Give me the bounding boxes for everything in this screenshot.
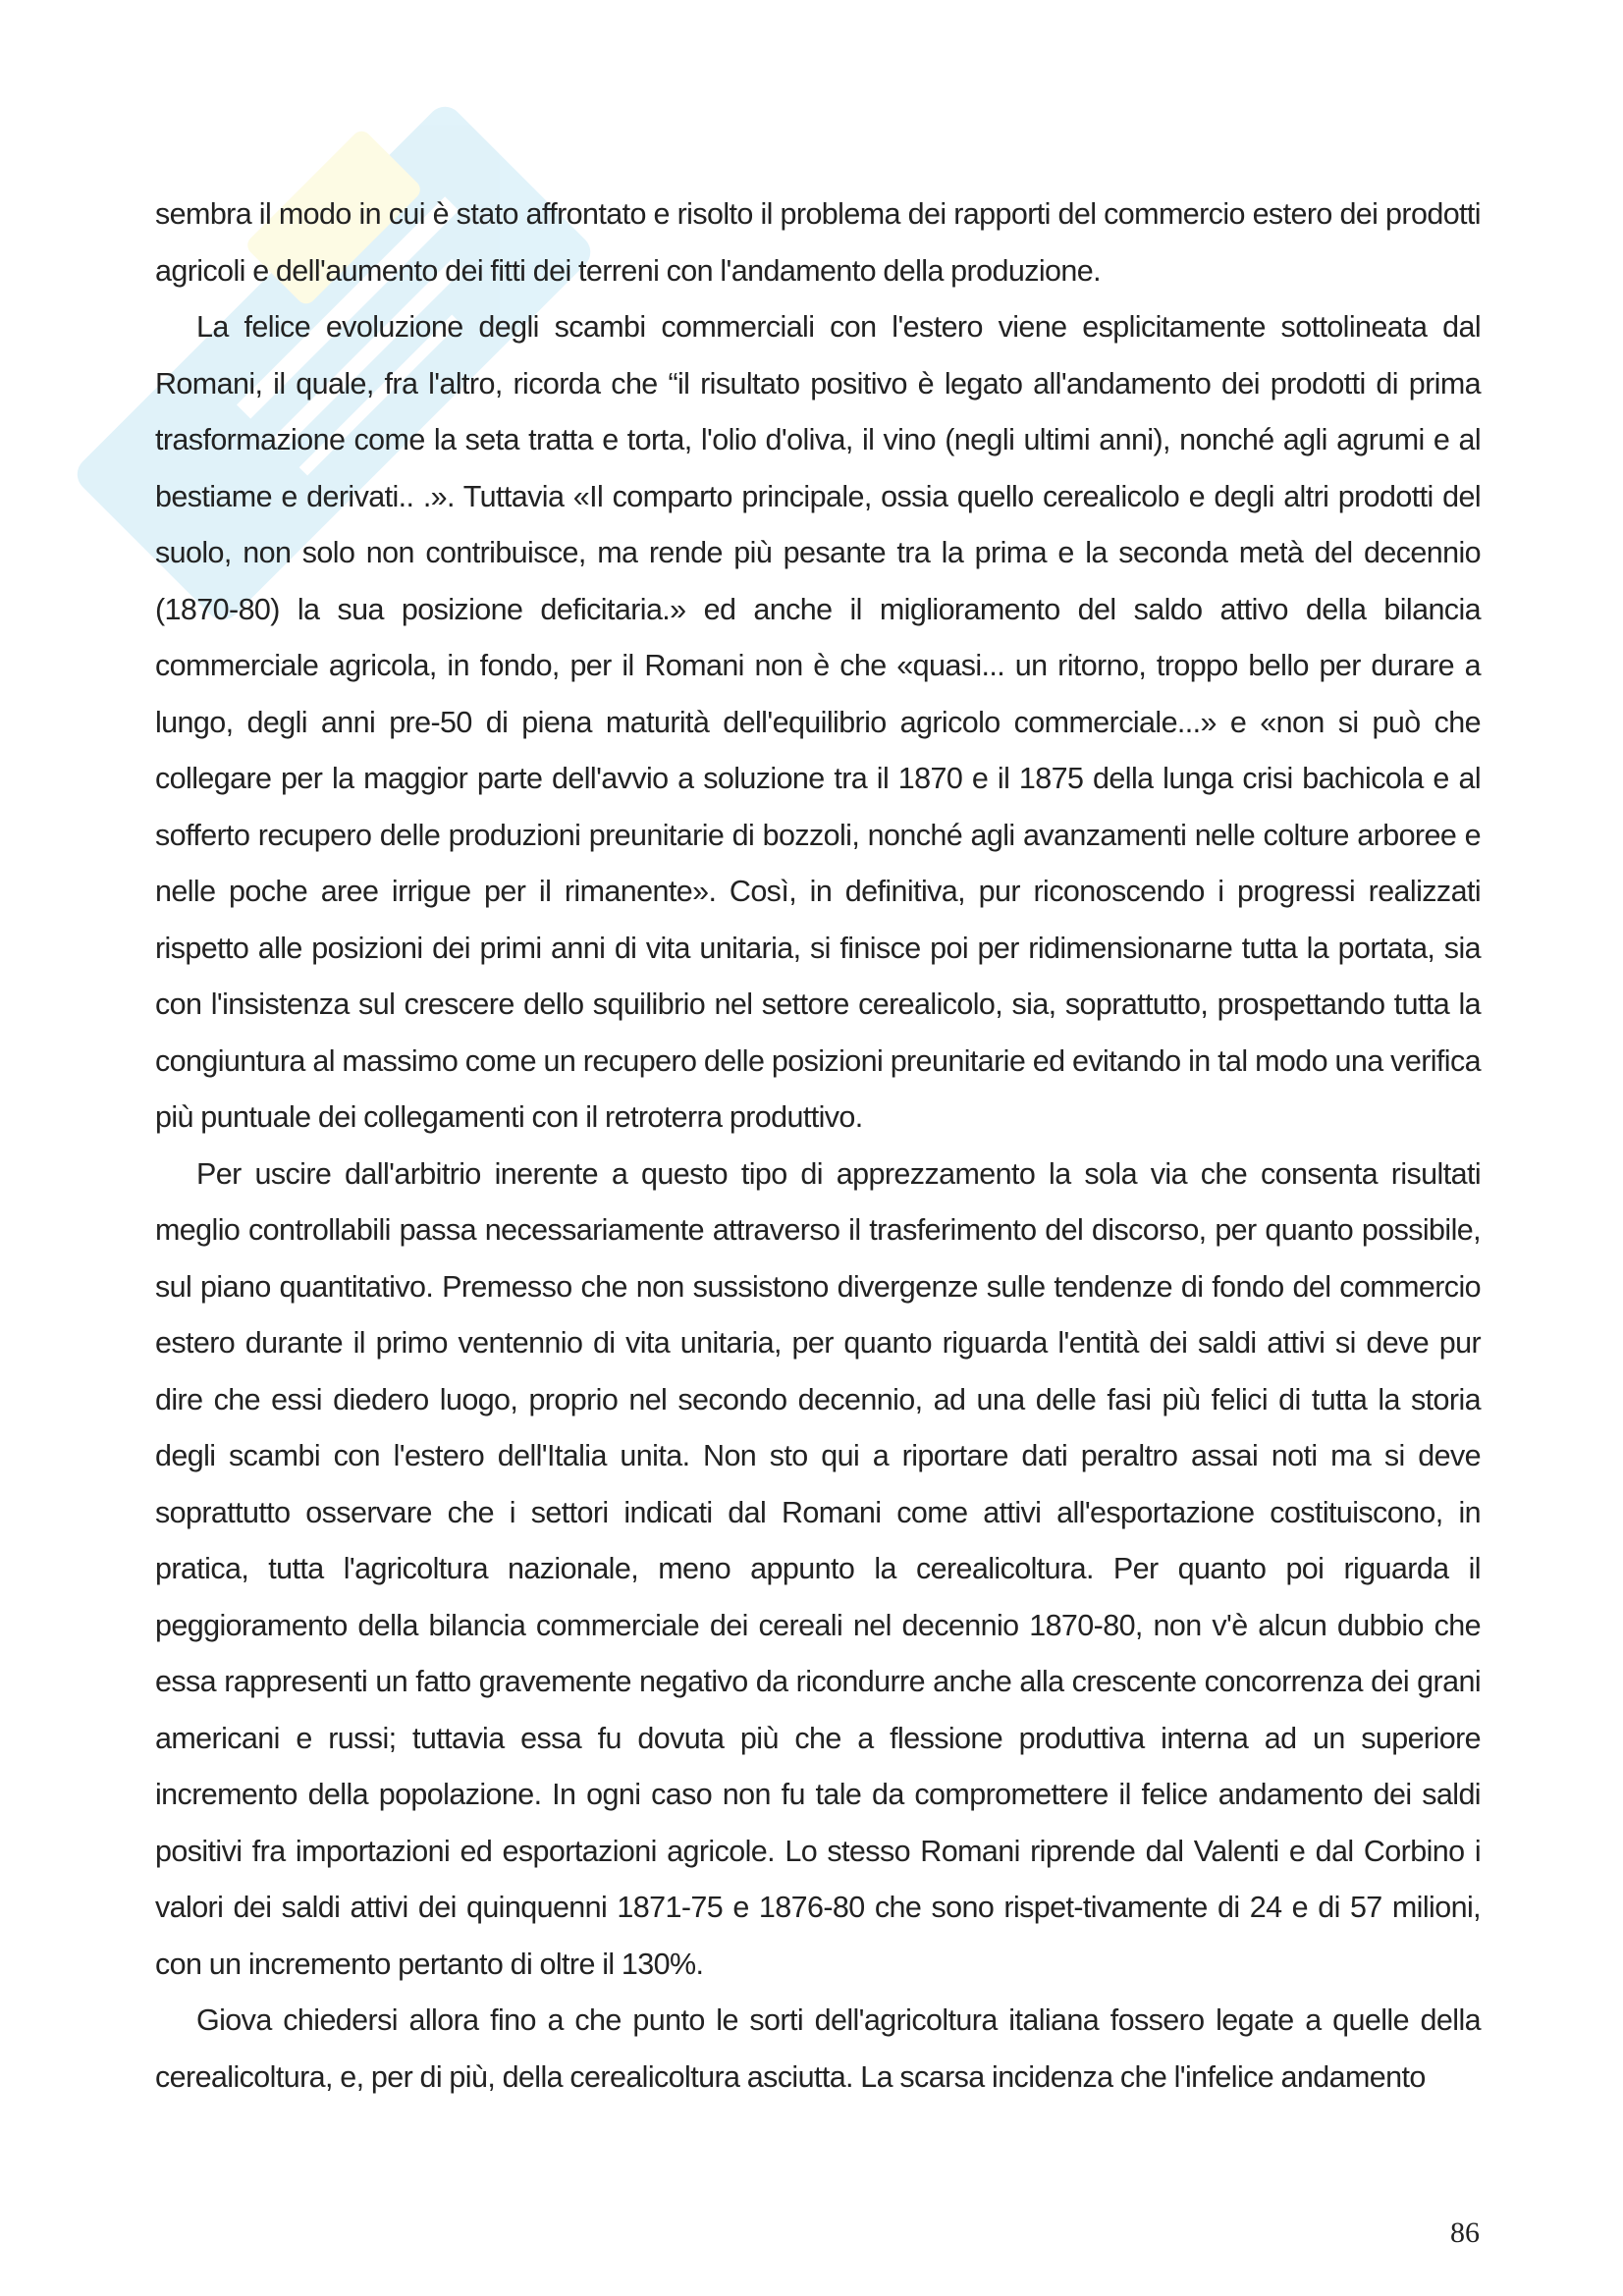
paragraph-4: Giova chiedersi allora fino a che punto le sorti dell'agricoltura italiana fossero legate a quelle della cerealicoltura, e, per di più, della cerealicoltura asciutta. La scarsa incidenza che l'infelice andamento bbox=[155, 2003, 1481, 2094]
paragraph-2: La felice evoluzione degli scambi commerciali con l'estero viene esplicitamente sottolineata dal Romani, il quale, fra l'altro, ricorda che “il risultato positivo è legato all'andamento dei prodotti di prima trasformazione come la seta tratta e torta, l'olio d'oliva, il vino (negli ultimi anni), nonché agli agrumi e al bestiame e derivati.. .». Tuttavia «Il comparto principale, ossia quello cerealicolo e degli altri prodotti del suolo, non solo non contribuisce, ma rende più pesante tra la prima e la seconda metà del decennio (1870-80) la sua posizione deficitaria.» ed anche il miglioramento del saldo attivo della bilancia commerciale agricola, in fondo, per il Romani non è che «quasi... un ritorno, troppo bello per durare a lungo, degli anni pre-50 di piena maturità dell'equilibrio agricolo commerciale...» e «non si può che collegare per la maggior parte dell'avvio a soluzione tra il 1870 e il 1875 della lunga crisi bachicola e al sofferto recupero delle produzioni preunitarie di bozzoli, nonché agli avanzamenti nelle colture arboree e nelle poche aree irrigue per il rimanente». Così, in definitiva, pur riconoscendo i progressi realizzati rispetto alle posizioni dei primi anni di vita unitaria, si finisce poi per ridimensionarne tutta la portata, sia con l'insistenza sul crescere dello squilibrio nel settore cerealicolo, sia, soprattutto, prospettando tutta la congiuntura al massimo come un recupero delle posizioni preunitarie ed evitando in tal modo una verifica più puntuale dei collegamenti con il retroterra produttivo. bbox=[155, 310, 1481, 1134]
paragraph-1: sembra il modo in cui è stato affrontato e risolto il problema dei rapporti del commercio estero dei prodotti agricoli e dell'aumento dei fitti dei terreni con l'andamento della produzione. bbox=[155, 197, 1481, 288]
page-number: 86 bbox=[1450, 2216, 1480, 2249]
paragraph-3: Per uscire dall'arbitrio inerente a questo tipo di apprezzamento la sola via che consenta risultati meglio controllabili passa necessariamente attraverso il trasferimento del discorso, per quanto possibile, sul piano quantitativo. Premesso che non sussistono divergenze sulle tendenze di fondo del commercio estero durante il primo ventennio di vita unitaria, per quanto riguarda l'entità dei saldi attivi si deve pur dire che essi diedero luogo, proprio nel secondo decennio, ad una delle fasi più felici di tutta la storia degli scambi con l'estero dell'Italia unita. Non sto qui a riportare dati peraltro assai noti ma si deve soprattutto osservare che i settori indicati dal Romani come attivi all'esportazione costituiscono, in pratica, tutta l'agricoltura nazionale, meno appunto la cerealicoltura. Per quanto poi riguarda il peggioramento della bilancia commerciale dei cereali nel decennio 1870-80, non v'è alcun dubbio che essa rappresenti un fatto gravemente negativo da ricondurre anche alla crescente concorrenza dei grani americani e russi; tuttavia essa fu dovuta più che a flessione produttiva interna ad un superiore incremento della popolazione. In ogni caso non fu tale da compromettere il felice andamento dei saldi positivi fra importazioni ed esportazioni agricole. Lo stesso Romani riprende dal Valenti e dal Corbino i valori dei saldi attivi dei quinquenni 1871-75 e 1876-80 che sono rispet-tivamente di 24 e di 57 milioni, con un incremento pertanto di oltre il 130%. bbox=[155, 1156, 1481, 1981]
body-text bbox=[155, 187, 1481, 2106]
